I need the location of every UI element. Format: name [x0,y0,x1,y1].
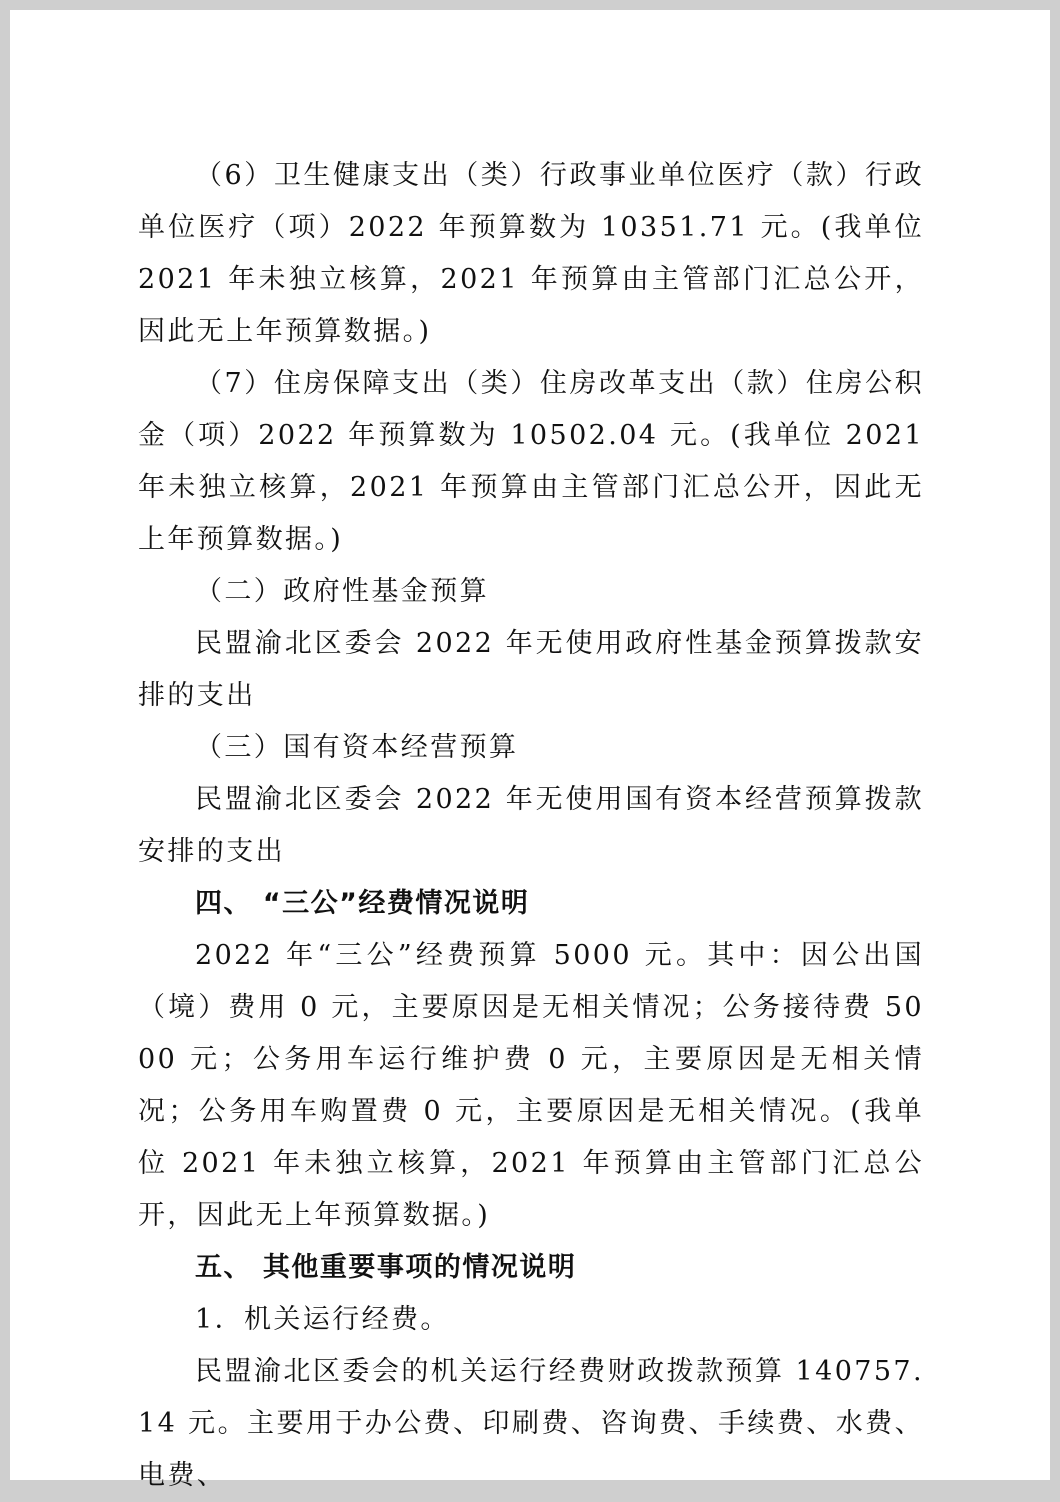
document-page [10,10,1050,1491]
paragraph-operating-funds: 民盟渝北区委会的机关运行经费财政拨款预算 140757.14 元。主要用于办公费、印刷费、咨询费、手续费、水费、电费、 [138,1356,924,1491]
document-body [138,150,924,1502]
paragraph-three-public-funds: 2022 年“三公”经费预算 5000 元。其中：因公出国（境）费用 0 元，主要原因是无相关情况；公务接待费 5000 元；公务用车运行维护费 0 元，主要原因是无相关情况；公务用车购置费 0 元，主要原因是无相关情况。(我单位 2021 年未独立核算，2021 年预算由主管部门汇总公开，因此无上年预算数据。) [138,940,924,1231]
paragraph-state-capital: 民盟渝北区委会 2022 年无使用国有资本经营预算拨款安排的支出 [138,784,924,867]
paragraph-housing-expenditure: （7）住房保障支出（类）住房改革支出（款）住房公积金（项）2022 年预算数为 10502.04 元。(我单位 2021 年未独立核算，2021 年预算由主管部门汇总公开，因此无上年预算数据。) [138,368,924,555]
paragraph-health-expenditure: （6）卫生健康支出（类）行政事业单位医疗（款）行政单位医疗（项）2022 年预算数为 10351.71 元。(我单位 2021 年未独立核算，2021 年预算由主管部门汇总公开，因此无上年预算数据。) [138,160,924,347]
subheading-government-fund-budget: （二）政府性基金预算 [195,576,489,607]
list-item-operating-funds: 1．机关运行经费。 [195,1304,450,1335]
paragraph-government-fund: 民盟渝北区委会 2022 年无使用政府性基金预算拨款安排的支出 [138,628,924,711]
section-heading-other-matters: 五、 其他重要事项的情况说明 [195,1252,577,1283]
section-heading-three-public: 四、 “三公”经费情况说明 [195,888,530,919]
subheading-state-capital-budget: （三）国有资本经营预算 [195,732,519,763]
